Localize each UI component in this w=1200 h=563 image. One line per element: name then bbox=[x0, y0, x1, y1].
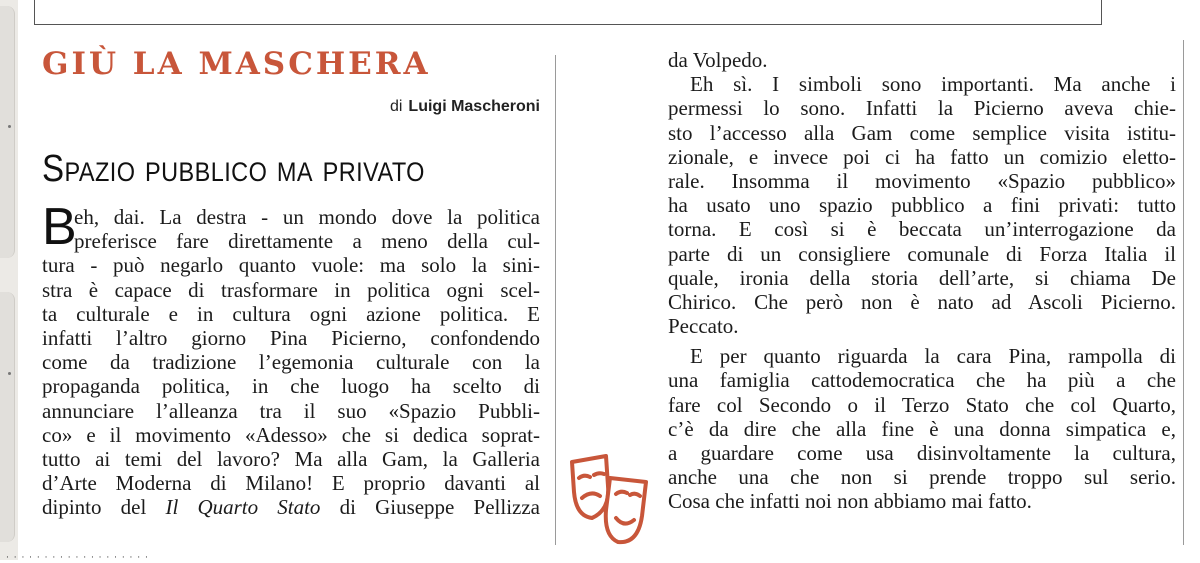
body-line: stra è capace di trasformare in politica ogni scel- bbox=[42, 277, 540, 302]
body-line: Peccato. bbox=[668, 314, 739, 339]
edge-mark bbox=[8, 372, 11, 375]
frame-rule bbox=[34, 0, 35, 25]
column-divider bbox=[555, 55, 556, 545]
frame-rule bbox=[1101, 0, 1102, 25]
body-line: eh, dai. La destra - un mondo dove la politica bbox=[74, 205, 540, 229]
column-divider bbox=[1183, 40, 1184, 545]
body-line: da Volpedo. bbox=[668, 48, 768, 72]
page-edge-tab bbox=[0, 292, 15, 542]
body-line: preferisce fare direttamente a meno della cul- bbox=[74, 229, 540, 254]
body-line: tutto ai temi del lavoro? Ma alla Gam, la Galleria bbox=[42, 446, 540, 471]
top-rule bbox=[34, 24, 1102, 25]
body-line: infatti l’altro giorno Pina Picierno, confondendo bbox=[42, 325, 540, 350]
body-line: annunciare l’alleanza tra il suo «Spazio Pubbli- bbox=[42, 398, 540, 423]
article-left-column bbox=[42, 205, 540, 519]
body-line: fare col Secondo o il Terzo Stato che col Quarto, bbox=[668, 392, 1176, 417]
body-line: E per quanto riguarda la cara Pina, rampolla di bbox=[690, 344, 1176, 369]
body-line: quale, ironia della storia dell’arte, si chiama De bbox=[668, 265, 1176, 290]
page-edge-tab bbox=[0, 6, 15, 258]
page-edge bbox=[0, 0, 18, 560]
body-line: zionale, e invece poi ci ha fatto un comizio eletto- bbox=[668, 144, 1176, 169]
body-line: parte di un consigliere comunale di Forza Italia il bbox=[668, 241, 1176, 266]
body-text: dipinto del bbox=[42, 495, 166, 520]
painting-title: Il Quarto Stato bbox=[165, 495, 321, 520]
body-line: Chirico. Che però non è nato ad Ascoli Picierno. bbox=[668, 289, 1176, 314]
edge-mark bbox=[8, 125, 11, 128]
dropcap: B bbox=[42, 198, 77, 256]
body-line: c’è da dire che alla fine è una donna simpatica e, bbox=[668, 416, 1176, 441]
body-line: rale. Insomma il movimento «Spazio pubblico» bbox=[668, 168, 1176, 193]
byline bbox=[390, 98, 540, 116]
body-line: una famiglia cattodemocratica che ha più a che bbox=[668, 368, 1176, 393]
body-line bbox=[42, 495, 540, 519]
column-kicker: GIÙ LA MASCHERA bbox=[42, 46, 431, 82]
body-line: a guardare come usa disinvoltamente la cultura, bbox=[668, 441, 1176, 465]
byline-author: Luigi Mascheroni bbox=[408, 98, 540, 115]
body-line: permessi lo sono. Infatti la Picierno aveva chie- bbox=[668, 96, 1176, 121]
body-line: d’Arte Moderna di Milano! E proprio davanti al bbox=[42, 471, 540, 496]
body-line: sto l’accesso alla Gam come semplice visita istitu- bbox=[668, 120, 1176, 145]
body-line: Cosa che infatti noi non abbiamo mai fatto. bbox=[668, 489, 1032, 514]
article-right-column bbox=[668, 48, 1176, 514]
body-line: torna. E così si è beccata un’interrogazione da bbox=[668, 217, 1176, 242]
body-line: come da tradizione l’egemonia culturale con la bbox=[42, 350, 540, 375]
body-line: anche una che non si prende troppo sul serio. bbox=[668, 465, 1176, 490]
body-line: co» e il movimento «Adesso» che si dedica soprat- bbox=[42, 422, 540, 447]
byline-prefix: di bbox=[389, 98, 403, 115]
headline: Spazio pubblico ma privato bbox=[42, 148, 425, 190]
body-line: tura - può negarlo quanto vuole: ma solo la sini- bbox=[42, 253, 540, 278]
theater-masks-icon bbox=[566, 452, 652, 548]
cutoff-footer-text: · · · · · · · · · · · · · · · · · · · bbox=[6, 553, 149, 563]
body-line: ta culturale e in cultura ogni azione politica. E bbox=[42, 301, 540, 326]
body-line: ha usato uno spazio pubblico a fini privati: tutto bbox=[668, 193, 1176, 218]
body-line: propaganda politica, in che luogo ha scelto di bbox=[42, 374, 540, 399]
body-line: Eh sì. I simboli sono importanti. Ma anche i bbox=[690, 72, 1176, 97]
body-text: di Giuseppe Pellizza bbox=[320, 495, 540, 520]
